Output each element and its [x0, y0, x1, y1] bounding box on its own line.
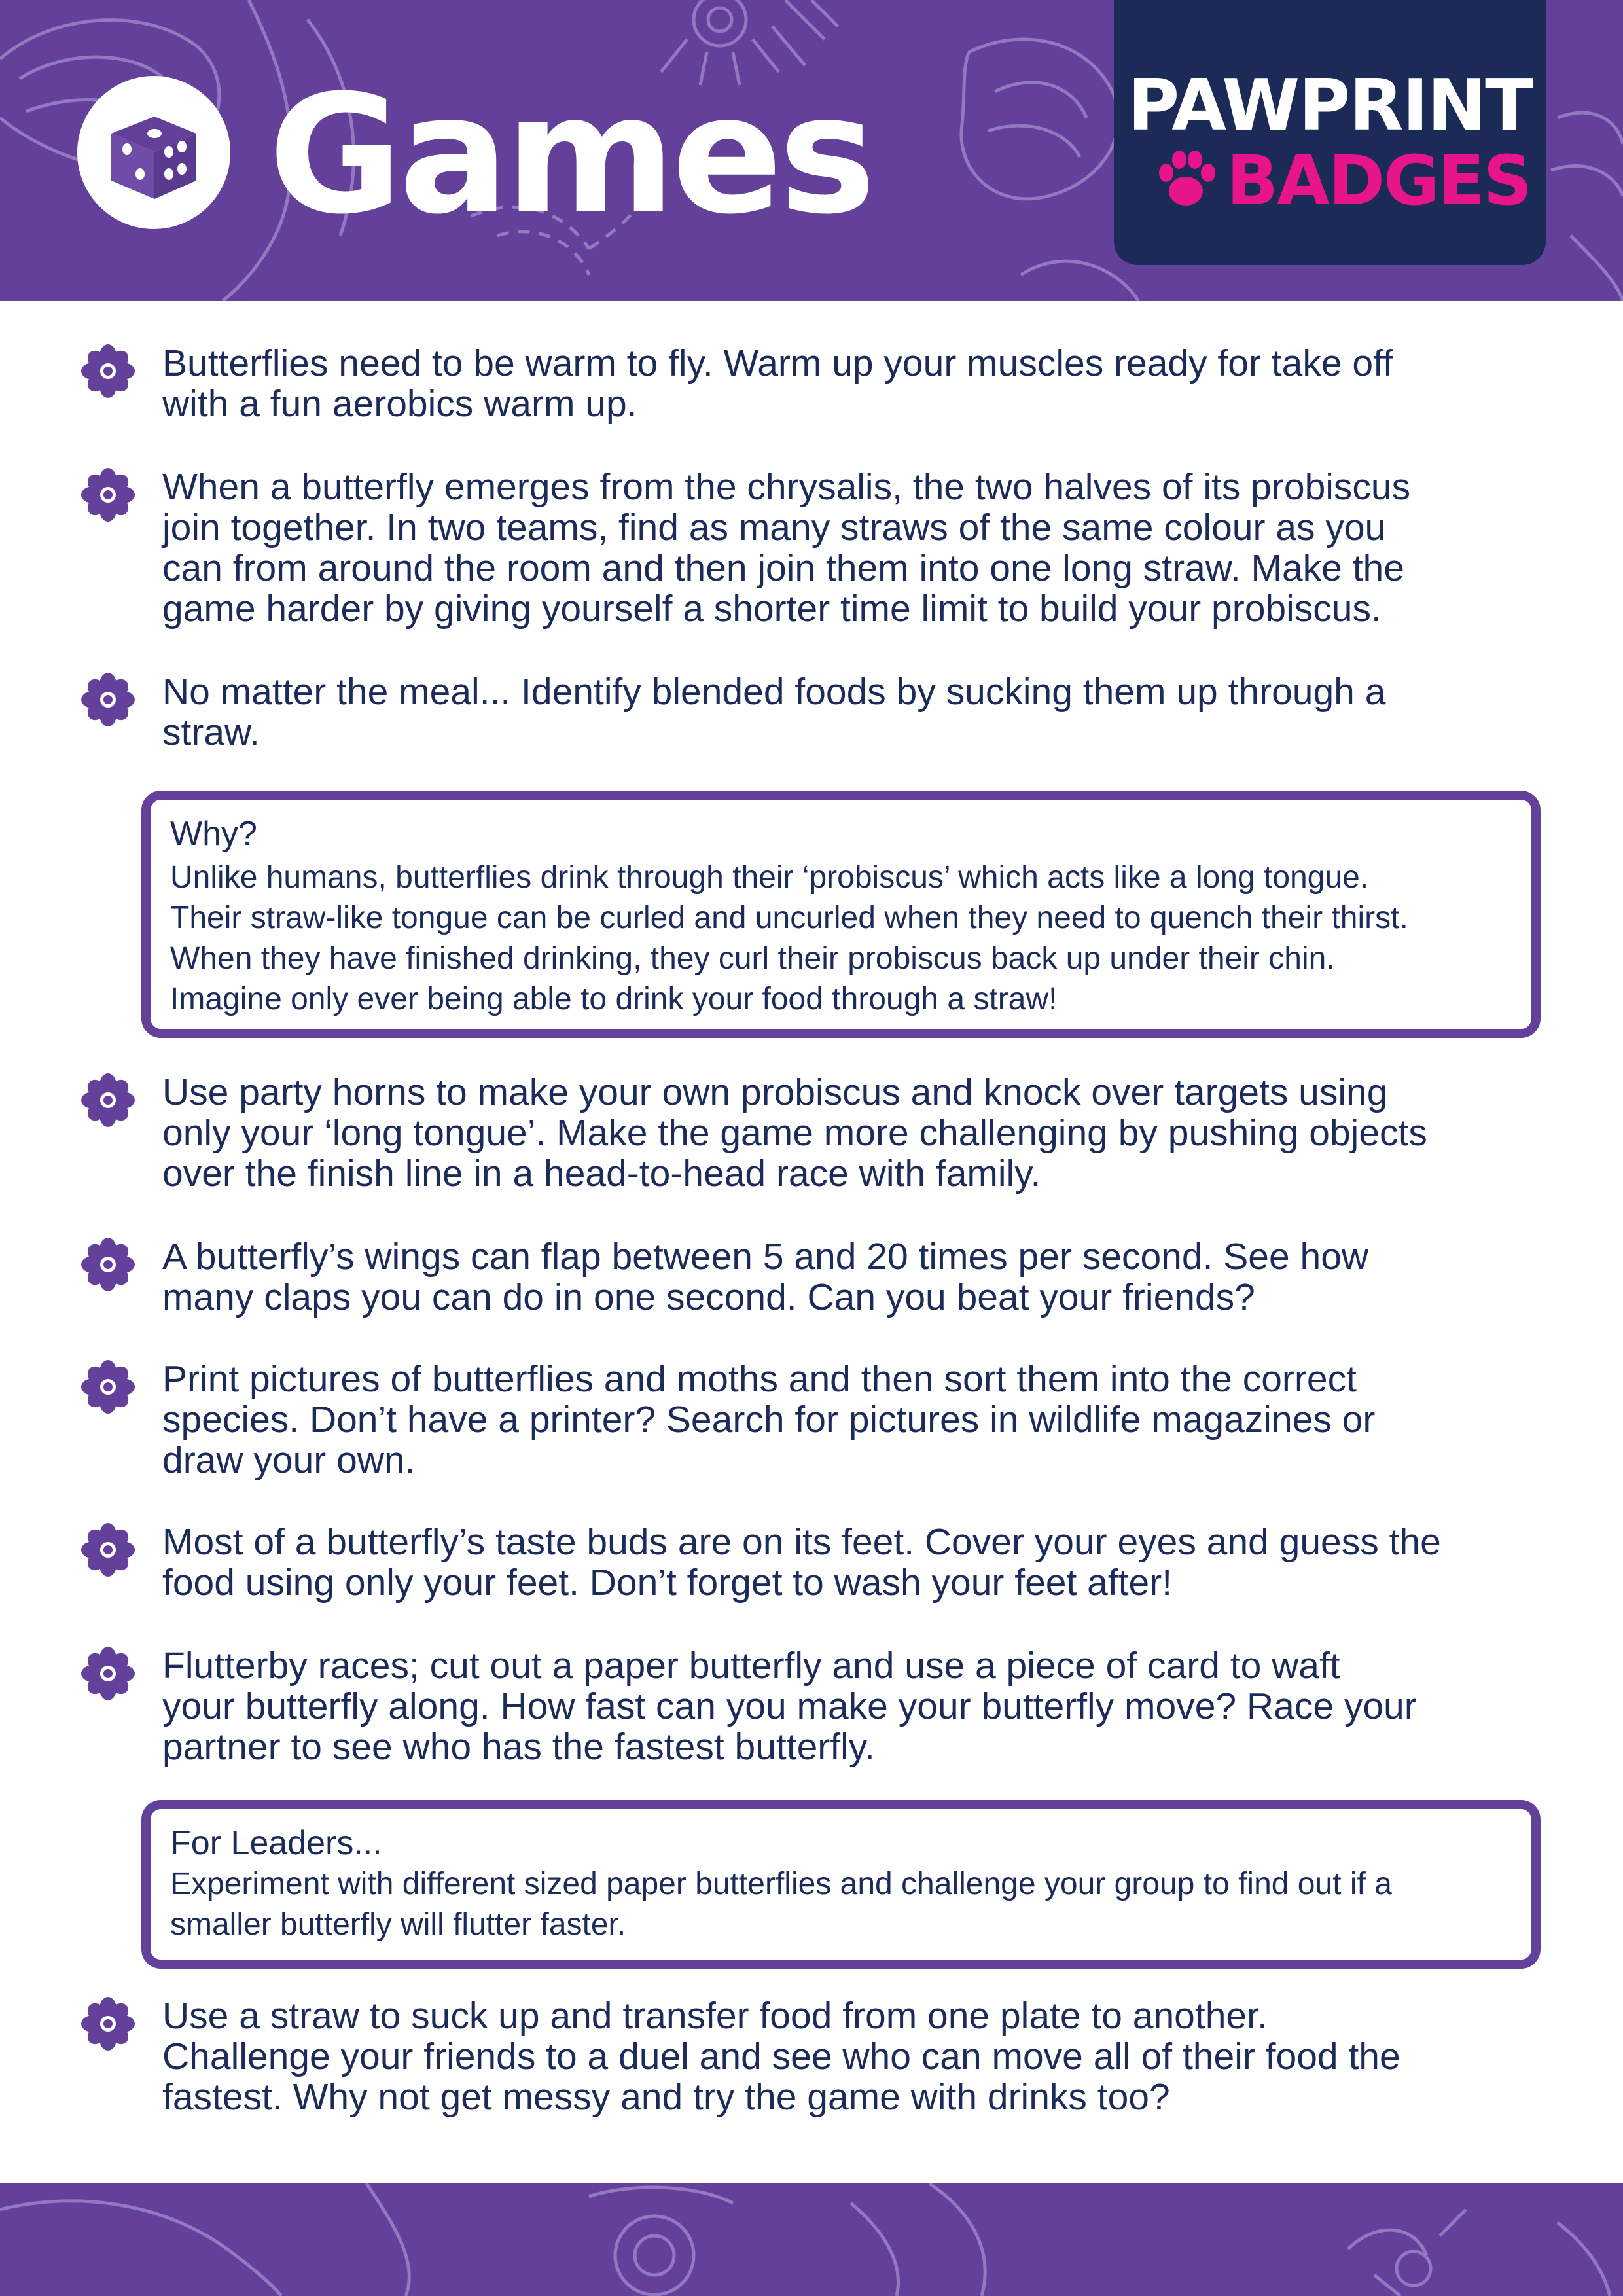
activity-text: Use party horns to make your own probiscus and knock over targets using only your ‘long tongue’. Make the game more challenging by pushing objects over the finish line in a head-to-head race with family. [162, 1071, 1427, 1194]
footer-band [0, 2183, 1623, 2296]
dice-badge [77, 76, 230, 229]
activity-text: Use a straw to suck up and transfer food from one plate to another. Challenge your friends to a duel and see who can move all of their food the fastest. Why not get messy and try the game with drinks too? [162, 1995, 1400, 2118]
callout-title: Why? [170, 815, 257, 853]
flower-icon [80, 672, 136, 728]
brand-line2-row [1153, 141, 1531, 221]
activity-text: Most of a butterfly’s taste buds are on its feet. Cover your eyes and guess the food using only your feet. Don’t forget to wash your feet after! [162, 1521, 1441, 1604]
page-title: Games [268, 60, 872, 250]
callout-body: Experiment with different sized paper butterflies and challenge your group to find out if a smaller butterfly will flutter faster. [170, 1867, 1392, 1942]
flower-icon [80, 1996, 136, 2052]
callout-body: Unlike humans, butterflies drink through their ‘probiscus’ which acts like a long tongue. Their straw-like tongue can be curled and uncurled when they need to quench their thirst. When they have finished drinking, they curl their probiscus back up under their chin. Imagine only ever being able to drink your food through a straw! [170, 860, 1408, 1016]
why-callout-box [141, 791, 1541, 1038]
flower-icon [80, 1522, 136, 1578]
header-band [0, 0, 1623, 301]
dice-icon [77, 76, 230, 229]
activity-text: When a butterfly emerges from the chrysalis, the two halves of its probiscus join together. In two teams, find as many straws of the same colour as you can from around the room and then join them into one long straw. Make the game harder by giving yourself a shorter time limit to build your probiscus. [162, 466, 1411, 630]
brand-line1: PAWPRINT [1128, 65, 1532, 147]
flower-icon [80, 343, 136, 399]
activity-list [0, 301, 1623, 2186]
callout-title: For Leaders... [170, 1824, 382, 1862]
flower-icon [80, 1072, 136, 1128]
for-leaders-callout-box [141, 1800, 1541, 1969]
flower-icon [80, 1359, 136, 1415]
flower-icon [80, 1645, 136, 1702]
flower-icon [80, 467, 136, 523]
flower-icon [80, 1236, 136, 1293]
paw-icon [1153, 148, 1219, 213]
activity-text: No matter the meal... Identify blended foods by sucking them up through a straw. [162, 671, 1386, 753]
brand-logo [1114, 0, 1546, 265]
activity-text: Flutterby races; cut out a paper butterfly and use a piece of card to waft your butterfly along. How fast can you make your butterfly move? Race your partner to see who has the fastest butterfly. [162, 1645, 1417, 1768]
brand-line2: BADGES [1226, 141, 1531, 221]
butterfly-line-art-decoration [0, 2183, 1623, 2296]
activity-text: Print pictures of butterflies and moths and then sort them into the correct species. Don’t have a printer? Search for pictures in wildlife magazines or draw your own. [162, 1358, 1376, 1481]
activity-text: A butterfly’s wings can flap between 5 and 20 times per second. See how many claps you can do in one second. Can you beat your friends? [162, 1236, 1369, 1318]
activity-text: Butterflies need to be warm to fly. Warm up your muscles ready for take off with a fun aerobics warm up. [162, 342, 1393, 425]
